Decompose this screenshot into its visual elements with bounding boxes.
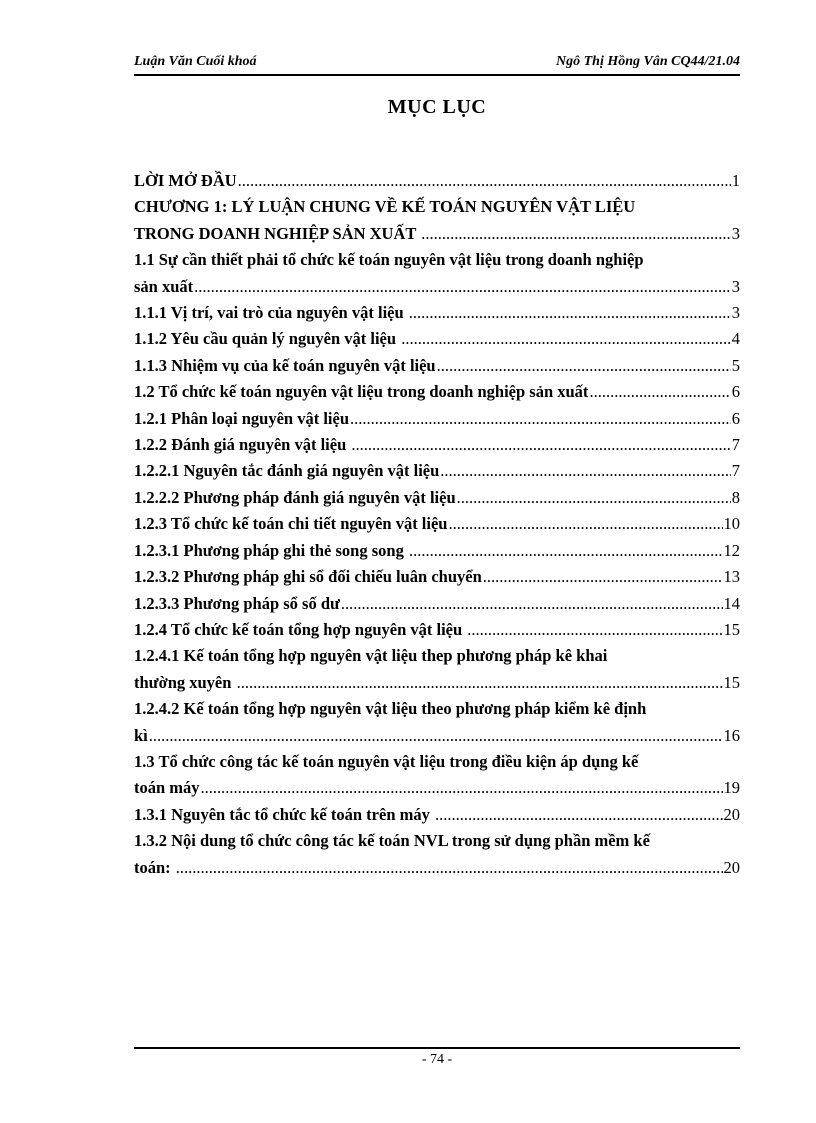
footer-divider xyxy=(134,1047,740,1049)
toc-dot-leader xyxy=(194,274,731,300)
page-number: - 74 - xyxy=(421,1052,453,1067)
toc-page-number: 3 xyxy=(731,303,740,323)
table-of-contents xyxy=(134,168,740,881)
toc-dot-leader xyxy=(350,406,731,432)
toc-entry[interactable] xyxy=(134,591,740,617)
toc-entry-title: 1.1.2 Yêu cầu quản lý nguyên vật liệu xyxy=(134,329,401,349)
toc-page-number: 13 xyxy=(723,567,740,587)
toc-entry-line xyxy=(134,802,740,828)
toc-entry-title: 1.1.1 Vị trí, vai trò của nguyên vật liệu xyxy=(134,303,408,323)
toc-entry-line xyxy=(134,564,740,590)
toc-page-number: 3 xyxy=(731,223,740,243)
toc-page-number: 7 xyxy=(731,461,740,481)
toc-entry-line xyxy=(134,511,740,537)
toc-page-number: 10 xyxy=(723,514,740,534)
toc-dot-leader xyxy=(435,802,723,828)
toc-entry-title: 1.2.3.3 Phương pháp sổ số dư xyxy=(134,593,340,613)
toc-entry[interactable] xyxy=(134,379,740,405)
toc-entry-line xyxy=(134,300,740,326)
toc-dot-leader xyxy=(238,168,731,194)
toc-page-number: 12 xyxy=(723,540,740,560)
toc-entry-title: 1.3.1 Nguyên tắc tổ chức kế toán trên máy xyxy=(134,804,434,824)
toc-page-number: 16 xyxy=(723,725,740,745)
toc-page-number: 5 xyxy=(731,355,740,375)
toc-entry-line xyxy=(134,591,740,617)
toc-entry[interactable] xyxy=(134,432,740,458)
toc-entry-title-line: CHƯƠNG 1: LÝ LUẬN CHUNG VỀ KẾ TOÁN NGUYÊN VẬT LIỆU xyxy=(134,197,636,217)
toc-entry-title-line: 1.1 Sự cần thiết phải tổ chức kế toán nguyên vật liệu trong doanh nghiệp xyxy=(134,250,644,270)
toc-entry-title: 1.2.1 Phân loại nguyên vật liệu xyxy=(134,408,349,428)
toc-entry[interactable] xyxy=(134,511,740,537)
toc-entry[interactable] xyxy=(134,538,740,564)
toc-entry[interactable] xyxy=(134,485,740,511)
toc-entry-title: 1.2.2.2 Phương pháp đánh giá nguyên vật liệu xyxy=(134,487,456,507)
toc-entry-line xyxy=(134,353,740,379)
toc-dot-leader xyxy=(409,300,731,326)
toc-entry-line xyxy=(134,458,740,484)
toc-dot-leader xyxy=(237,670,723,696)
page-title: MỤC LỤC xyxy=(387,96,487,118)
toc-dot-leader xyxy=(351,432,730,458)
toc-dot-leader xyxy=(149,723,723,749)
toc-entry[interactable] xyxy=(134,696,740,749)
toc-entry-title: toán máy xyxy=(134,778,200,798)
toc-page-number: 15 xyxy=(723,619,740,639)
toc-page-number: 3 xyxy=(731,276,740,296)
toc-entry-line xyxy=(134,723,740,749)
toc-entry-line xyxy=(134,617,740,643)
toc-entry[interactable] xyxy=(134,353,740,379)
toc-dot-leader xyxy=(176,855,723,881)
header-divider xyxy=(134,74,740,76)
toc-entry-title: toán: xyxy=(134,857,175,877)
toc-entry-title-line: 1.2.4.1 Kế toán tổng hợp nguyên vật liệu thep phương pháp kê khai xyxy=(134,646,608,666)
toc-entry[interactable] xyxy=(134,247,740,300)
toc-page-number: 15 xyxy=(723,672,740,692)
toc-page-number: 20 xyxy=(723,804,740,824)
toc-dot-leader xyxy=(341,591,723,617)
toc-entry[interactable] xyxy=(134,300,740,326)
toc-page-number: 6 xyxy=(731,408,740,428)
toc-entry-line xyxy=(134,775,740,801)
toc-page-number: 7 xyxy=(731,435,740,455)
toc-entry-line xyxy=(134,670,740,696)
toc-entry[interactable] xyxy=(134,194,740,247)
toc-entry-line xyxy=(134,406,740,432)
toc-page-number: 6 xyxy=(731,382,740,402)
toc-entry-title: thường xuyên xyxy=(134,672,236,692)
toc-entry[interactable] xyxy=(134,406,740,432)
toc-entry-line xyxy=(134,326,740,352)
toc-entry[interactable] xyxy=(134,458,740,484)
toc-entry-title: 1.2 Tổ chức kế toán nguyên vật liệu trong doanh nghiệp sản xuất xyxy=(134,382,589,402)
toc-dot-leader xyxy=(467,617,722,643)
toc-entry-title: 1.2.4 Tổ chức kế toán tổng hợp nguyên vật liệu xyxy=(134,619,467,639)
header-thesis-title: Luận Văn Cuối khoá xyxy=(134,54,257,69)
toc-dot-leader xyxy=(589,379,730,405)
toc-dot-leader xyxy=(421,221,731,247)
toc-page-number: 4 xyxy=(731,329,740,349)
toc-entry[interactable] xyxy=(134,617,740,643)
toc-page-number: 19 xyxy=(723,778,740,798)
toc-entry-line xyxy=(134,379,740,405)
toc-page-number: 20 xyxy=(723,857,740,877)
toc-entry-title: 1.2.2 Đánh giá nguyên vật liệu xyxy=(134,435,351,455)
toc-entry-title: 1.2.2.1 Nguyên tắc đánh giá nguyên vật liệu xyxy=(134,461,440,481)
toc-dot-leader xyxy=(201,775,723,801)
running-header xyxy=(134,54,740,72)
toc-entry-line xyxy=(134,855,740,881)
toc-entry-title-line: 1.3 Tổ chức công tác kế toán nguyên vật liệu trong điều kiện áp dụng kế xyxy=(134,751,639,771)
toc-entry[interactable] xyxy=(134,802,740,828)
toc-entry-line xyxy=(134,432,740,458)
toc-dot-leader xyxy=(483,564,723,590)
toc-entry-line xyxy=(134,485,740,511)
toc-dot-leader xyxy=(457,485,731,511)
toc-entry-title: LỜI MỞ ĐẦU xyxy=(134,171,237,190)
toc-entry-line xyxy=(134,538,740,564)
toc-dot-leader xyxy=(401,326,731,352)
toc-entry-title: 1.2.3.1 Phương pháp ghi thẻ song song xyxy=(134,540,408,560)
toc-entry-line xyxy=(134,274,740,300)
toc-dot-leader xyxy=(409,538,723,564)
toc-entry-title: 1.1.3 Nhiệm vụ của kế toán nguyên vật liệu xyxy=(134,355,436,375)
toc-entry-title: 1.2.3.2 Phương pháp ghi sổ đối chiếu luân chuyển xyxy=(134,567,482,587)
toc-entry[interactable] xyxy=(134,168,740,194)
toc-page-number: 14 xyxy=(723,593,740,613)
toc-entry[interactable] xyxy=(134,749,740,802)
toc-entry-line xyxy=(134,168,740,194)
header-author: Ngô Thị Hồng Vân CQ44/21.04 xyxy=(556,54,740,69)
toc-entry[interactable] xyxy=(134,643,740,696)
toc-page-number: 1 xyxy=(731,171,740,190)
toc-entry[interactable] xyxy=(134,326,740,352)
toc-entry-title: sản xuất xyxy=(134,276,194,296)
toc-entry-title-line: 1.3.2 Nội dung tổ chức công tác kế toán NVL trong sử dụng phần mềm kế xyxy=(134,831,650,851)
toc-dot-leader xyxy=(437,353,731,379)
toc-dot-leader xyxy=(448,511,722,537)
toc-dot-leader xyxy=(440,458,730,484)
toc-entry-title: 1.2.3 Tổ chức kế toán chi tiết nguyên vật liệu xyxy=(134,514,448,534)
toc-entry-title-line: 1.2.4.2 Kế toán tổng hợp nguyên vật liệu theo phương pháp kiểm kê định xyxy=(134,699,647,719)
toc-entry-title: TRONG DOANH NGHIỆP SẢN XUẤT xyxy=(134,223,421,243)
toc-entry-line xyxy=(134,221,740,247)
toc-entry[interactable] xyxy=(134,564,740,590)
toc-entry[interactable] xyxy=(134,828,740,881)
toc-page-number: 8 xyxy=(731,487,740,507)
toc-entry-title: kì xyxy=(134,725,148,745)
